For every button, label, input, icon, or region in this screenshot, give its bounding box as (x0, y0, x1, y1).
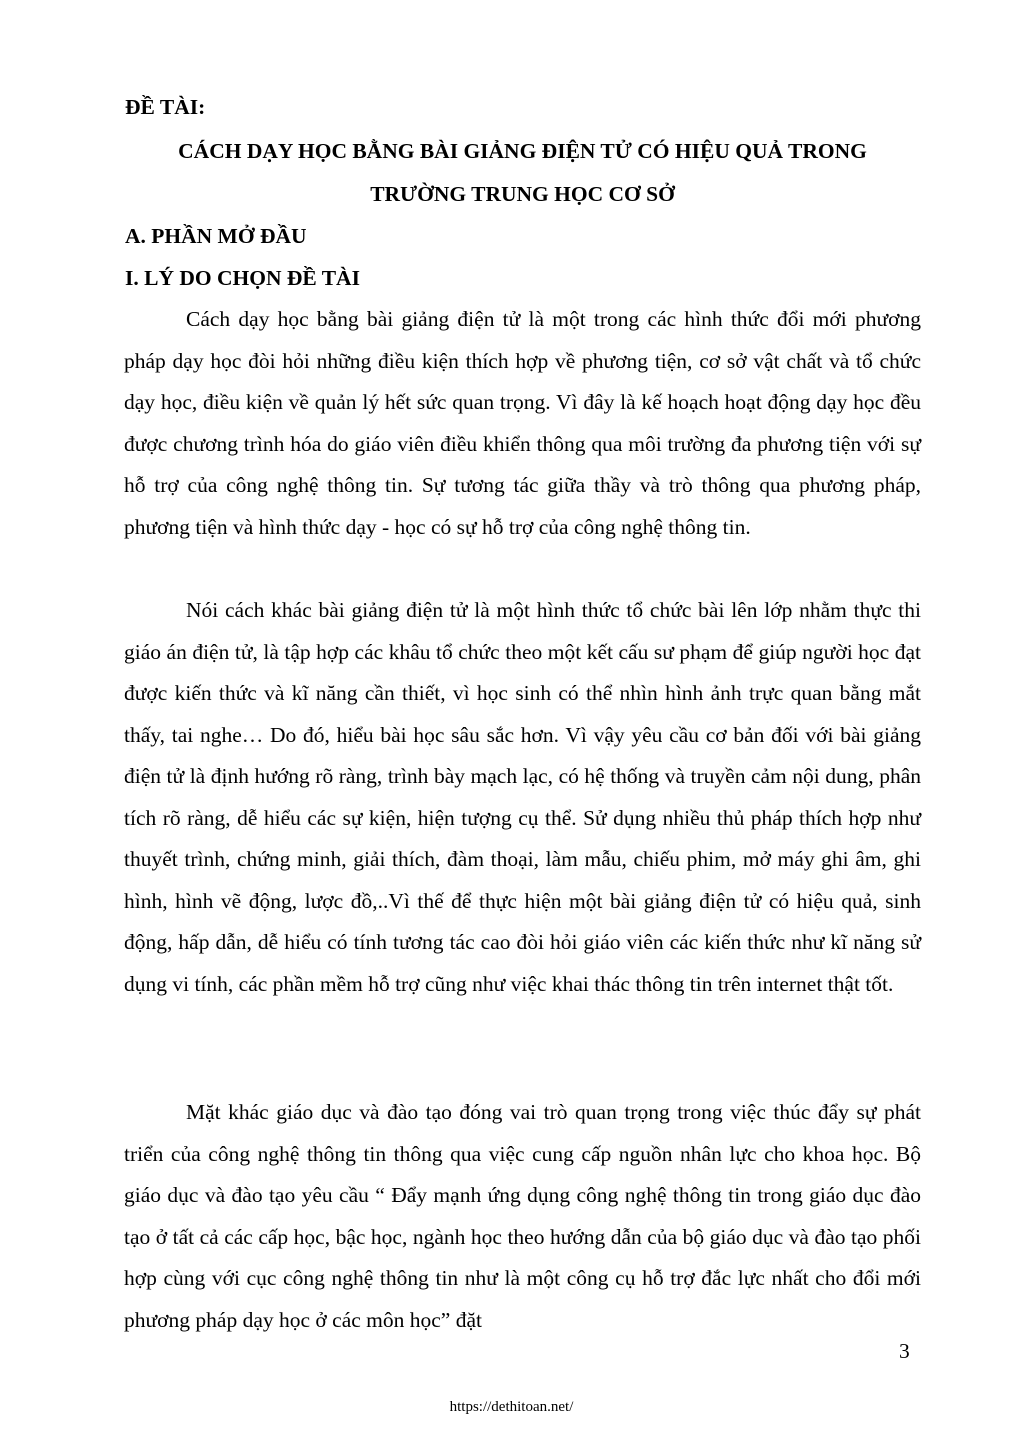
body-paragraph-1: Cách dạy học bằng bài giảng điện tử là một trong các hình thức đổi mới phương pháp dạy học đòi hỏi những điều kiện thích hợp về phương tiện, cơ sở vật chất và tổ chức dạy học, điều kiện về quản lý hết sức quan trọng. Vì đây là kế hoạch hoạt động dạy học đều được chương trình hóa do giáo viên điều khiển thông qua môi trường đa phương tiện với sự hỗ trợ của công nghệ thông tin. Sự tương tác giữa thầy và trò thông qua phương pháp, phương tiện và hình thức dạy - học có sự hỗ trợ của công nghệ thông tin. (124, 307, 921, 539)
document-title-line-1: CÁCH DẠY HỌC BẰNG BÀI GIẢNG ĐIỆN TỬ CÓ HIỆU QUẢ TRONG (178, 139, 867, 163)
document-title-line-2: TRƯỜNG TRUNG HỌC CƠ SỞ (370, 182, 675, 206)
body-paragraph-3: Mặt khác giáo dục và đào tạo đóng vai trò quan trọng trong việc thúc đẩy sự phát triển của công nghệ thông tin thông qua việc cung cấp nguồn nhân lực cho khoa học. Bộ giáo dục và đào tạo yêu cầu “ Đẩy mạnh ứng dụng công nghệ thông tin trong giáo dục đào tạo ở tất cả các cấp học, bậc học, ngành học theo hướng dẫn của bộ giáo dục và đào tạo phối hợp cùng với cục công nghệ thông tin như là một công cụ hỗ trợ đắc lực nhất cho đổi mới phương pháp dạy học ở các môn học” đặt (124, 1100, 921, 1332)
section-heading-i: I. LÝ DO CHỌN ĐỀ TÀI (125, 266, 360, 290)
topic-label: ĐỀ TÀI: (125, 95, 206, 119)
body-paragraph-2: Nói cách khác bài giảng điện tử là một hình thức tổ chức bài lên lớp nhằm thực thi giáo án điện tử, là tập hợp các khâu tổ chức theo một kết cấu sư phạm để giúp người học đạt được kiến thức và kĩ năng cần thiết, vì học sinh có thể nhìn hình ảnh trực quan bằng mắt thấy, tai nghe… Do đó, hiểu bài học sâu sắc hơn. Vì vậy yêu cầu cơ bản đối với bài giảng điện tử là định hướng rõ ràng, trình bày mạch lạc, có hệ thống và truyền cảm nội dung, phân tích rõ ràng, dễ hiểu các sự kiện, hiện tượng cụ thể. Sử dụng nhiều thủ pháp thích hợp như thuyết trình, chứng minh, giải thích, đàm thoại, làm mẫu, chiếu phim, mở máy ghi âm, ghi hình, hình vẽ động, lược đồ,..Vì thế để thực hiện một bài giảng điện tử có hiệu quả, sinh động, hấp dẫn, dễ hiểu có tính tương tác cao đòi hỏi giáo viên các kiến thức như kĩ năng sử dụng vi tính, các phần mềm hỗ trợ cũng như việc khai thác thông tin trên internet thật tốt. (124, 598, 921, 996)
page-number: 3 (899, 1339, 910, 1363)
footer-url: https://dethitoan.net/ (449, 1399, 574, 1415)
section-heading-a: A. PHẦN MỞ ĐẦU (125, 224, 307, 248)
